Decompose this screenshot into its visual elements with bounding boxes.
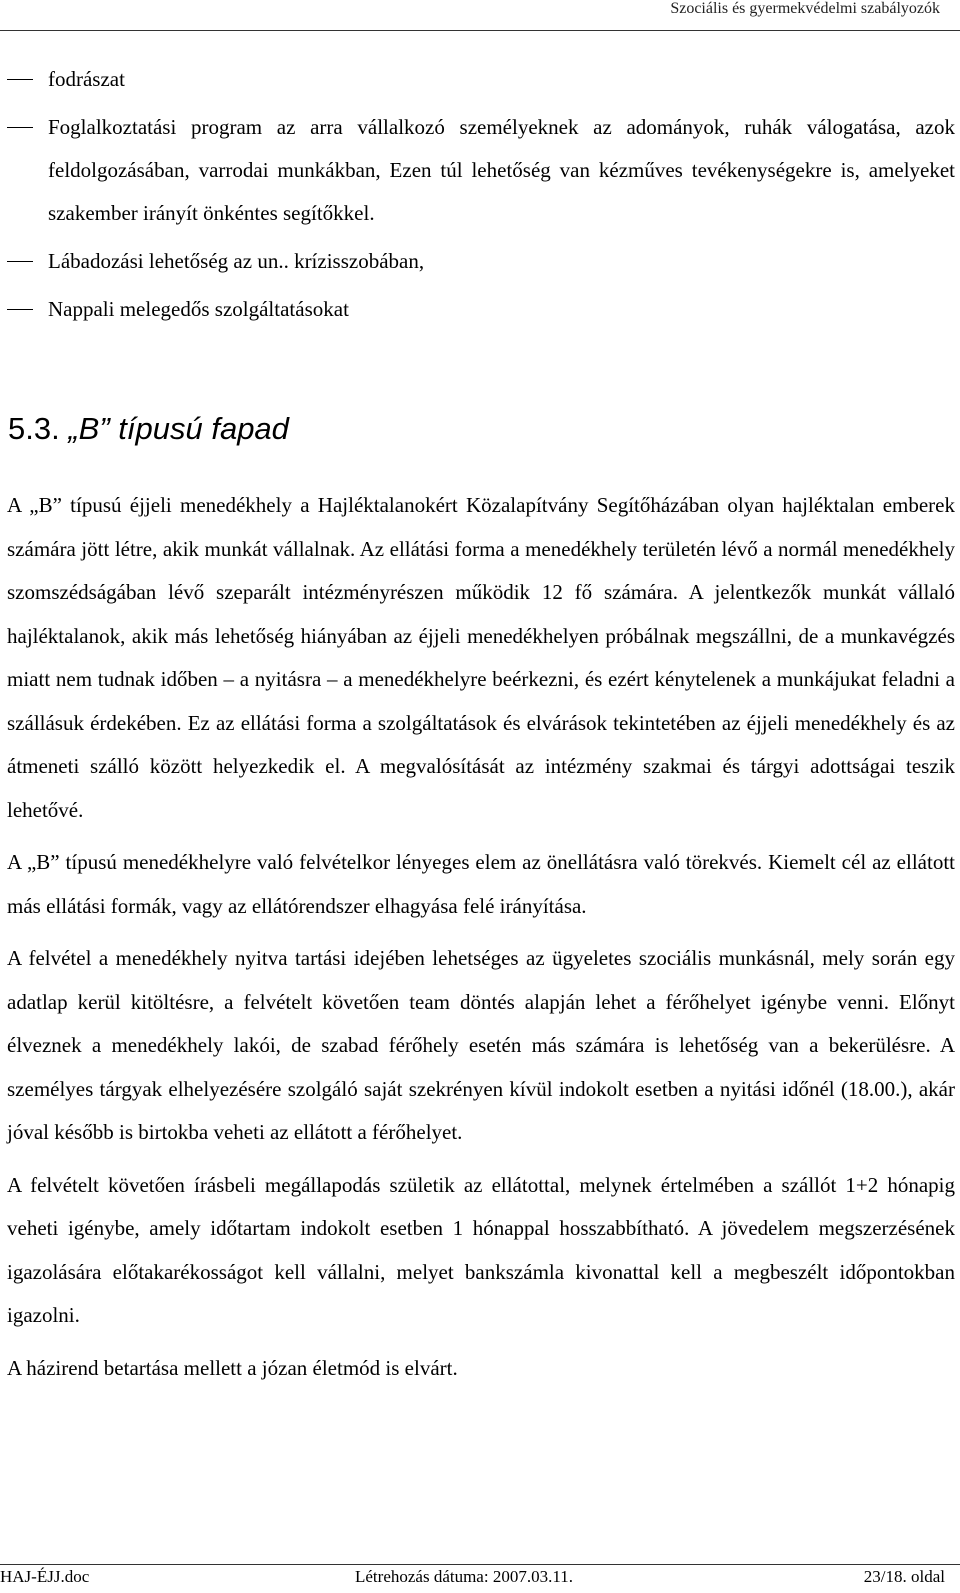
bullet-item [7, 240, 955, 283]
dash-bullet-icon [7, 79, 33, 80]
paragraph: A „B” típusú éjjeli menedékhely a Hajléktalanokért Közalapítvány Segítőházában olyan hajléktalan emberek számára jött létre, akik munkát vállalnak. Az ellátási forma a menedékhely területén lévő a normál menedékhely szomszédságában lévő szeparált intézményrészen működik 12 fő számára. A jelentkezők munkát vállaló hajléktalanok, akik más lehetőség hiányában az éjjeli menedékhelyen próbálnak megszállni, de a munkavégzés miatt nem tudnak időben – a nyitásra – a menedékhelyre beérkezni, és ezért kénytelenek a munkájukat feladni a szállásuk érdekében. Ez az ellátási forma a szolgáltatások és elvárások tekintetében az éjjeli menedékhely és az átmeneti szálló között helyezkedik el. A megvalósítását az intézmény szakmai és tárgyi adottságai teszik lehetővé. [7, 493, 955, 822]
bullet-text: fodrászat [48, 67, 125, 91]
section-number: 5.3. [8, 411, 60, 446]
footer-page-number: 23/18. oldal [863, 1567, 945, 1586]
bullet-item [7, 106, 955, 235]
section-heading [8, 407, 289, 451]
bullet-text: Foglalkoztatási program az arra vállalkozó személyeknek az adományok, ruhák válogatása, azok feldolgozásában, varrodai munkákban, Ezen túl lehetőség van kézműves tevékenységekre is, amelyeket szakember irányít önkéntes segítőkkel. [48, 115, 955, 225]
section-title: „B” típusú fapad [68, 411, 289, 446]
paragraph: A „B” típusú menedékhelyre való felvételkor lényeges elem az önellátásra való törekvés. Kiemelt cél az ellátott más ellátási formák, vagy az ellátórendszer elhagyása felé irányítása. [7, 850, 955, 918]
header-divider [0, 30, 960, 31]
dash-bullet-icon [7, 309, 33, 310]
dash-bullet-icon [7, 127, 33, 128]
paragraph: A felvétel a menedékhely nyitva tartási idejében lehetséges az ügyeletes szociális munkásnál, mely során egy adatlap kerül kitöltésre, a felvételt követően team döntés alapján lehet a férőhelyet igénybe venni. Előnyt élveznek a menedékhely lakói, de szabad férőhely esetén más számára is lehetőség van a bekerülésre. A személyes tárgyak elhelyezésére szolgáló saját szekrényen kívül indokolt esetben a nyitási időnél (18.00.), akár jóval később is birtokba veheti az ellátott a férőhelyet. [7, 946, 955, 1144]
dash-bullet-icon [7, 261, 33, 262]
footer-divider [0, 1564, 960, 1565]
bullet-item [7, 288, 955, 331]
paragraph: A felvételt követően írásbeli megállapodás születik az ellátottal, melynek értelmében a szállót 1+2 hónapig veheti igénybe, amely időtartam indokolt esetben 1 hónappal hosszabbítható. A jövedelem megszerzésének igazolására előtakarékosságot kell vállalni, melyet bankszámla kivonattal kell a megbeszélt időpontokban igazolni. [7, 1172, 955, 1327]
paragraph: A házirend betartása mellett a józan életmód is elvárt. [7, 1355, 458, 1380]
bullet-item [7, 58, 955, 101]
footer-filename: HAJ-ÉJJ.doc [0, 1567, 90, 1586]
body-text [7, 484, 955, 1399]
running-header: Szociális és gyermekvédelmi szabályozók [670, 0, 940, 17]
bullet-text: Lábadozási lehetőség az un.. krízisszobában, [48, 249, 425, 273]
footer-created-date: Létrehozás dátuma: 2007.03.11. [355, 1567, 573, 1586]
bullet-text: Nappali melegedős szolgáltatásokat [48, 297, 349, 321]
bullet-list [7, 58, 955, 336]
